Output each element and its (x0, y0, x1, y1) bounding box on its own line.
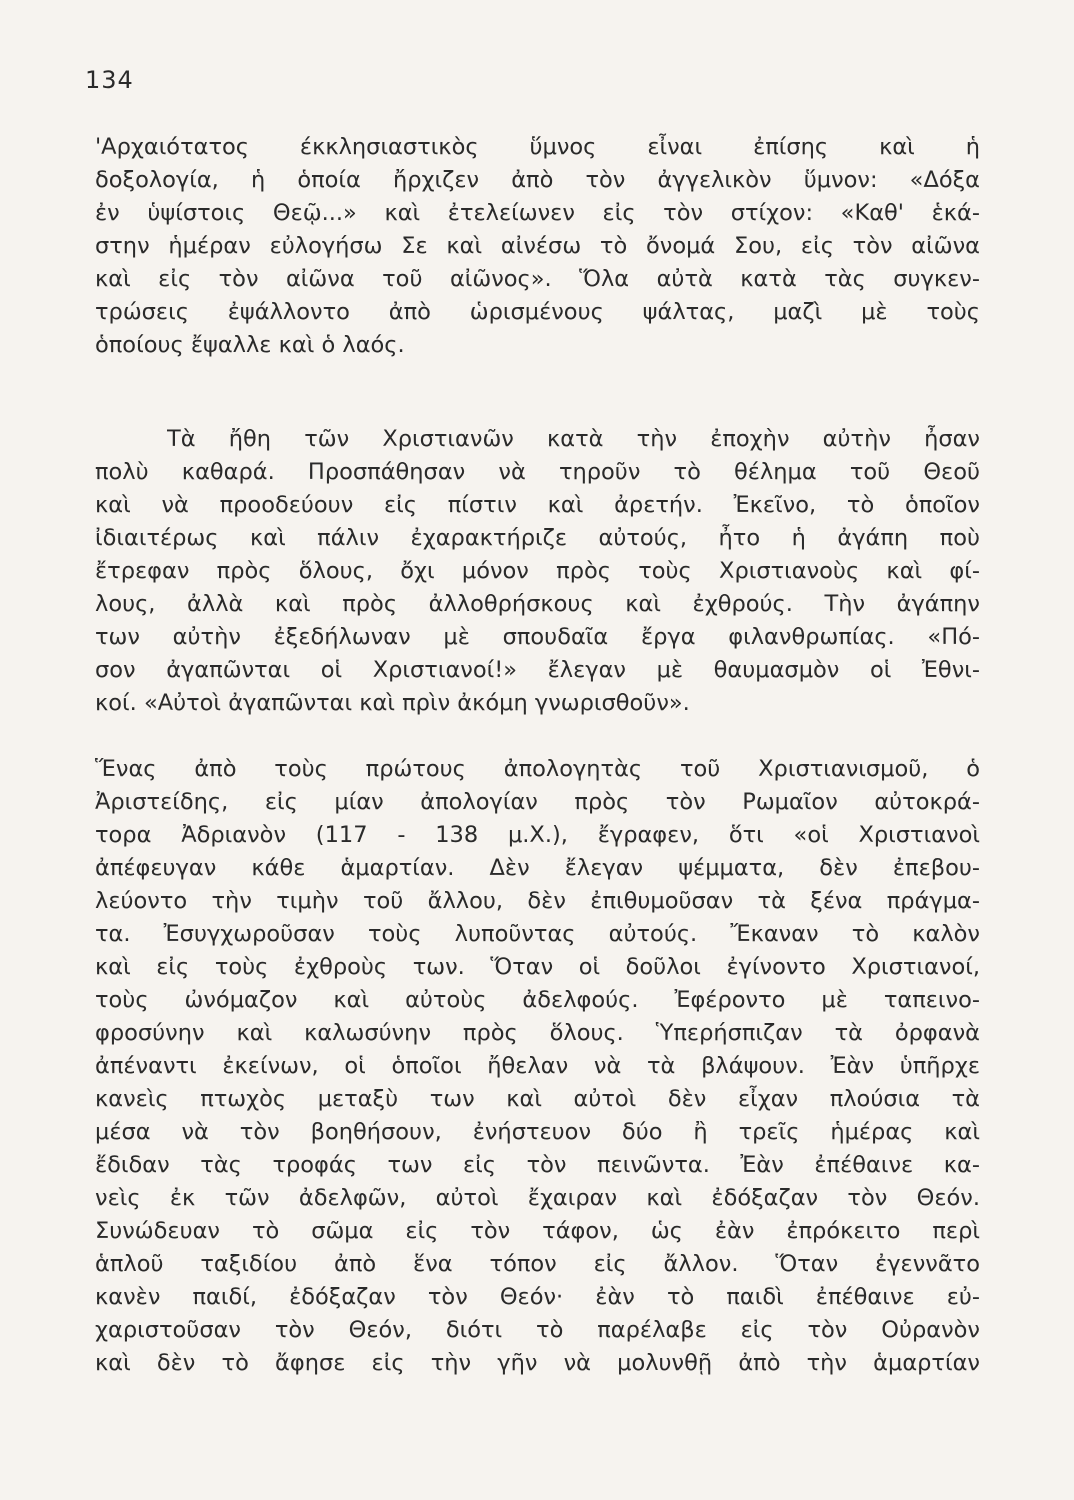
text-line: τορα Ἀδριανὸν (117 - 138 μ.Χ.), ἔγραφεν, ὅτι «οἱ Χριστιανοὶ (95, 822, 980, 848)
text-line: κανὲν παιδί, ἐδόξαζαν τὸν Θεόν· ἐὰν τὸ παιδὶ ἐπέθαινε εὐ- (95, 1284, 980, 1310)
text-line: των αὐτὴν ἐξεδήλωναν μὲ σπουδαῖα ἔργα φιλανθρωπίας. «Πό- (95, 624, 980, 650)
text-line: ἀπέναντι ἐκείνων, οἱ ὁποῖοι ἤθελαν νὰ τὰ βλάψουν. Ἐὰν ὑπῆρχε (95, 1053, 980, 1079)
text-line: τρώσεις ἐψάλλοντο ἀπὸ ὡρισμένους ψάλτας, μαζὶ μὲ τοὺς (95, 299, 980, 325)
text-line: κοί. «Αὐτοὶ ἀγαπῶνται καὶ πρὶν ἀκόμη γνωρισθοῦν». (95, 690, 690, 716)
text-line: καὶ εἰς τὸν αἰῶνα τοῦ αἰῶνος». Ὅλα αὐτὰ κατὰ τὰς συγκεν- (95, 266, 980, 292)
text-line: Ἕνας ἀπὸ τοὺς πρώτους ἀπολογητὰς τοῦ Χριστιανισμοῦ, ὁ (95, 756, 980, 782)
text-line: καὶ νὰ προοδεύουν εἰς πίστιν καὶ ἀρετήν. Ἐκεῖνο, τὸ ὁποῖον (95, 492, 980, 518)
text-line: ἔδιδαν τὰς τροφάς των εἰς τὸν πεινῶντα. Ἐὰν ἐπέθαινε κα- (95, 1152, 980, 1178)
text-line: λους, ἀλλὰ καὶ πρὸς ἀλλοθρήσκους καὶ ἐχθρούς. Τὴν ἀγάπην (95, 591, 980, 617)
text-line: τα. Ἐσυγχωροῦσαν τοὺς λυποῦντας αὐτούς. Ἔκαναν τὸ καλὸν (95, 921, 980, 947)
text-line: ἰδιαιτέρως καὶ πάλιν ἐχαρακτήριζε αὐτούς, ἦτο ἡ ἀγάπη ποὺ (95, 525, 980, 551)
text-line: καὶ δὲν τὸ ἄφησε εἰς τὴν γῆν νὰ μολυνθῇ ἀπὸ τὴν ἁμαρτίαν (95, 1350, 980, 1376)
text-line: ἔτρεφαν πρὸς ὅλους, ὄχι μόνον πρὸς τοὺς Χριστιανοὺς καὶ φί- (95, 558, 980, 584)
text-line: λεύοντο τὴν τιμὴν τοῦ ἄλλου, δὲν ἐπιθυμοῦσαν τὰ ξένα πράγμα- (95, 888, 980, 914)
text-line: τοὺς ὠνόμαζον καὶ αὐτοὺς ἀδελφούς. Ἐφέροντο μὲ ταπεινο- (95, 987, 980, 1013)
text-line: φροσύνην καὶ καλωσύνην πρὸς ὅλους. Ὑπερήσπιζαν τὰ ὀρφανὰ (95, 1020, 980, 1046)
text-line: νεὶς ἐκ τῶν ἀδελφῶν, αὐτοὶ ἔχαιραν καὶ ἐδόξαζαν τὸν Θεόν. (95, 1185, 980, 1211)
text-line: καὶ εἰς τοὺς ἐχθροὺς των. Ὅταν οἱ δοῦλοι ἐγίνοντο Χριστιανοί, (95, 954, 980, 980)
text-line: Τὰ ἤθη τῶν Χριστιανῶν κατὰ τὴν ἐποχὴν αὐτὴν ἦσαν (167, 426, 980, 452)
text-line: χαριστοῦσαν τὸν Θεόν, διότι τὸ παρέλαβε εἰς τὸν Οὐρανὸν (95, 1317, 980, 1343)
text-line: πολὺ καθαρά. Προσπάθησαν νὰ τηροῦν τὸ θέλημα τοῦ Θεοῦ (95, 459, 980, 485)
text-line: δοξολογία, ἡ ὁποία ἤρχιζεν ἀπὸ τὸν ἀγγελικὸν ὕμνον: «Δόξα (95, 167, 980, 193)
text-line: στην ἡμέραν εὐλογήσω Σε καὶ αἰνέσω τὸ ὄνομά Σου, εἰς τὸν αἰῶνα (95, 233, 980, 259)
text-line: ἁπλοῦ ταξιδίου ἀπὸ ἕνα τόπον εἰς ἄλλον. Ὅταν ἐγεννᾶτο (95, 1251, 980, 1277)
text-line: ἀπέφευγαν κάθε ἁμαρτίαν. Δὲν ἔλεγαν ψέμματα, δὲν ἐπεβου- (95, 855, 980, 881)
text-line: Ἀριστείδης, εἰς μίαν ἀπολογίαν πρὸς τὸν Ρωμαῖον αὐτοκρά- (95, 789, 980, 815)
text-line: ὁποίους ἔψαλλε καὶ ὁ λαός. (95, 332, 405, 358)
text-line: σον ἀγαπῶνται οἱ Χριστιανοί!» ἔλεγαν μὲ θαυμασμὸν οἱ Ἐθνι- (95, 657, 980, 683)
text-line: ἐν ὑψίστοις Θεῷ...» καὶ ἐτελείωνεν εἰς τὸν στίχον: «Καθ' ἑκά- (95, 200, 980, 226)
text-line: Συνώδευαν τὸ σῶμα εἰς τὸν τάφον, ὡς ἐὰν ἐπρόκειτο περὶ (95, 1218, 980, 1244)
page-number: 134 (85, 66, 134, 94)
text-line: κανεὶς πτωχὸς μεταξὺ των καὶ αὐτοὶ δὲν εἶχαν πλούσια τὰ (95, 1086, 980, 1112)
text-line: μέσα νὰ τὸν βοηθήσουν, ἐνήστευον δύο ἢ τρεῖς ἡμέρας καὶ (95, 1119, 980, 1145)
text-line: 'Αρχαιότατος έκκλησιαστικὸς ὕμνος εἶναι ἐπίσης καὶ ἡ (95, 134, 980, 160)
